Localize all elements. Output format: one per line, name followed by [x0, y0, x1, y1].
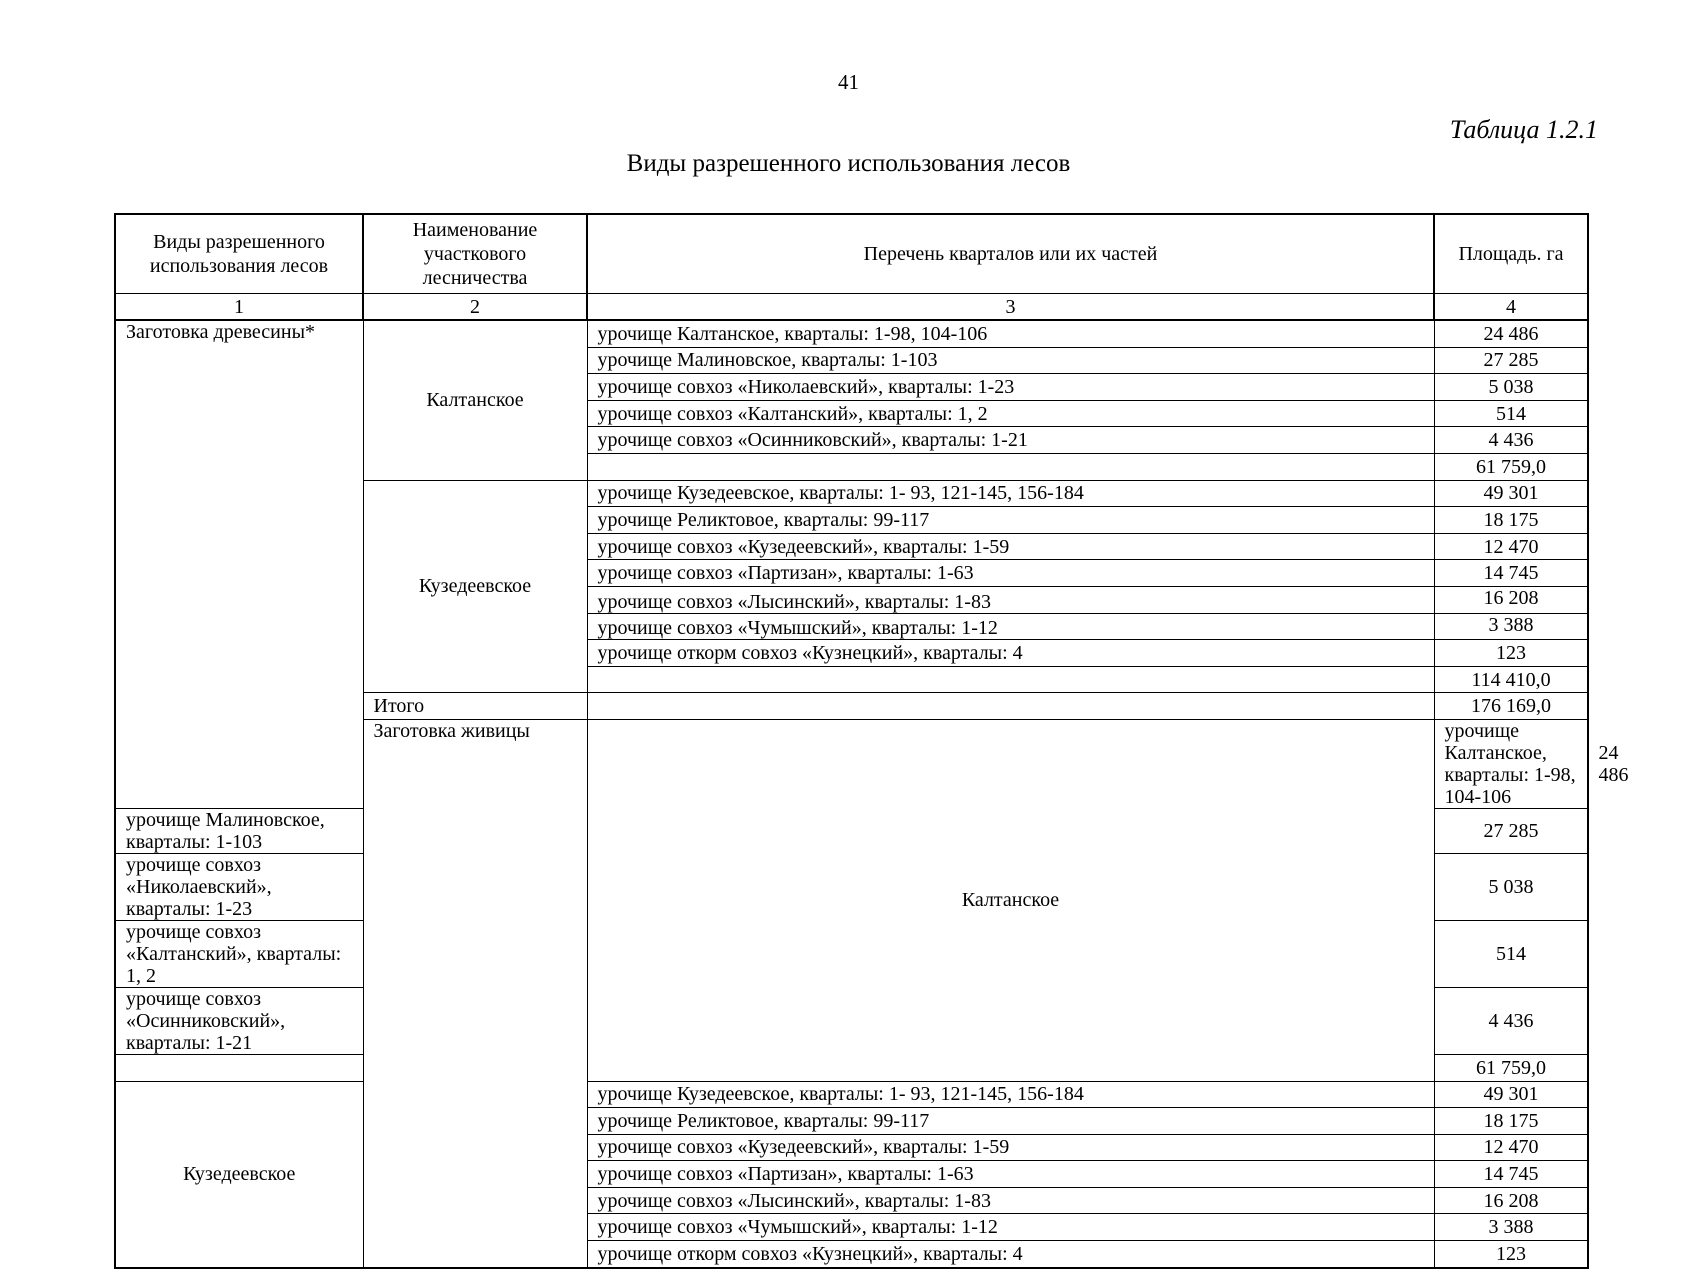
quarter-list-cell: урочище Калтанское, кварталы: 1-98, 104-106 [1434, 719, 1588, 808]
area-cell: 4 436 [1434, 427, 1588, 454]
empty-cell [587, 666, 1434, 693]
column-number: 2 [363, 294, 587, 321]
area-cell: 514 [1434, 920, 1588, 987]
subtotal-cell: 114 410,0 [1434, 666, 1588, 693]
forestry-cell: Калтанское [587, 719, 1434, 1081]
quarter-list-cell: урочище откорм совхоз «Кузнецкий», кварталы: 4 [587, 1241, 1434, 1268]
quarter-list-cell: урочище совхоз «Калтанский», кварталы: 1, 2 [587, 400, 1434, 427]
area-cell: 14 745 [1434, 560, 1588, 587]
column-number-row [115, 294, 1588, 321]
area-cell: 5 038 [1434, 374, 1588, 401]
area-cell: 27 285 [1434, 808, 1588, 853]
quarter-list-cell: урочище откорм совхоз «Кузнецкий», кварталы: 4 [587, 640, 1434, 667]
quarter-list-cell: урочище совхоз «Партизан», кварталы: 1-63 [587, 560, 1434, 587]
column-header-kind: Виды разрешенного использования лесов [115, 214, 363, 294]
quarter-list-cell: урочище совхоз «Лысинский», кварталы: 1-83 [587, 586, 1434, 613]
area-cell: 49 301 [1434, 480, 1588, 507]
quarter-list-cell: урочище Кузедеевское, кварталы: 1- 93, 121-145, 156-184 [587, 480, 1434, 507]
quarter-list-cell: урочище совхоз «Николаевский», кварталы: 1-23 [587, 374, 1434, 401]
quarter-list-cell: урочище совхоз «Николаевский», кварталы: 1-23 [115, 853, 363, 920]
quarter-list-cell: урочище совхоз «Калтанский», кварталы: 1, 2 [115, 920, 363, 987]
quarter-list-cell: урочище совхоз «Чумышский», кварталы: 1-12 [587, 1214, 1434, 1241]
quarter-list-cell: урочище совхоз «Чумышский», кварталы: 1-12 [587, 613, 1434, 640]
use-kind-cell: Заготовка живицы [363, 719, 587, 1267]
quarter-list-cell: урочище Малиновское, кварталы: 1-103 [587, 347, 1434, 374]
forestry-cell: Калтанское [363, 320, 587, 480]
empty-cell [115, 1054, 363, 1081]
quarter-list-cell: урочище совхоз «Кузедеевский», кварталы: 1-59 [587, 1134, 1434, 1161]
table-header-row [115, 214, 1588, 294]
area-cell: 123 [1434, 1241, 1588, 1268]
area-cell: 27 285 [1434, 347, 1588, 374]
area-cell: 12 470 [1434, 1134, 1588, 1161]
forest-use-table [114, 213, 1629, 1269]
area-cell: 3 388 [1434, 613, 1588, 640]
column-number: 4 [1434, 294, 1588, 321]
area-cell: 3 388 [1434, 1214, 1588, 1241]
subtotal-cell: 61 759,0 [1434, 453, 1588, 480]
area-cell: 16 208 [1434, 1187, 1588, 1214]
forestry-cell: Кузедеевское [115, 1081, 363, 1268]
empty-cell [587, 693, 1434, 720]
area-cell: 14 745 [1434, 1161, 1588, 1188]
quarter-list-cell: урочище Реликтовое, кварталы: 99-117 [587, 1108, 1434, 1135]
table-row [115, 320, 1588, 347]
quarter-list-cell: урочище Кузедеевское, кварталы: 1- 93, 121-145, 156-184 [587, 1081, 1434, 1108]
quarter-list-cell: урочище совхоз «Осинниковский», кварталы: 1-21 [587, 427, 1434, 454]
use-kind-cell: Заготовка древесины* [115, 320, 363, 808]
area-cell: 123 [1434, 640, 1588, 667]
forestry-cell: Кузедеевское [363, 480, 587, 693]
column-header-area: Площадь. га [1434, 214, 1588, 294]
area-cell: 12 470 [1434, 533, 1588, 560]
table-caption: Таблица 1.2.1 [1449, 115, 1598, 144]
quarter-list-cell: урочище совхоз «Кузедеевский», кварталы: 1-59 [587, 533, 1434, 560]
area-cell: 4 436 [1434, 987, 1588, 1054]
area-cell: 16 208 [1434, 586, 1588, 613]
quarter-list-cell: урочище совхоз «Осинниковский», кварталы: 1-21 [115, 987, 363, 1054]
quarter-list-cell: урочище совхоз «Лысинский», кварталы: 1-83 [587, 1187, 1434, 1214]
area-cell: 49 301 [1434, 1081, 1588, 1108]
subtotal-cell: 61 759,0 [1434, 1054, 1588, 1081]
column-number: 1 [115, 294, 363, 321]
column-header-list: Перечень кварталов или их частей [587, 214, 1434, 294]
empty-cell [587, 453, 1434, 480]
total-cell: 176 169,0 [1434, 693, 1588, 720]
table-row: Заготовка живицы Калтанское урочище Калтанское, кварталы: 1-98, 104-106 24 486 [115, 719, 1588, 808]
quarter-list-cell: урочище Малиновское, кварталы: 1-103 [115, 808, 363, 853]
quarter-list-cell: урочище Реликтовое, кварталы: 99-117 [587, 507, 1434, 534]
area-cell: 24 486 [1434, 320, 1588, 347]
area-cell: 18 175 [1434, 1108, 1588, 1135]
quarter-list-cell: урочище Калтанское, кварталы: 1-98, 104-106 [587, 320, 1434, 347]
area-cell: 5 038 [1434, 853, 1588, 920]
column-header-forestry: Наименование участкового лесничества [363, 214, 587, 294]
page-number: 41 [838, 70, 859, 94]
total-label: Итого [363, 693, 587, 720]
table-row [115, 1081, 1588, 1108]
table-title: Виды разрешенного использования лесов [626, 150, 1071, 177]
quarter-list-cell: урочище совхоз «Партизан», кварталы: 1-63 [587, 1161, 1434, 1188]
column-number: 3 [587, 294, 1434, 321]
area-cell: 18 175 [1434, 507, 1588, 534]
area-cell: 514 [1434, 400, 1588, 427]
